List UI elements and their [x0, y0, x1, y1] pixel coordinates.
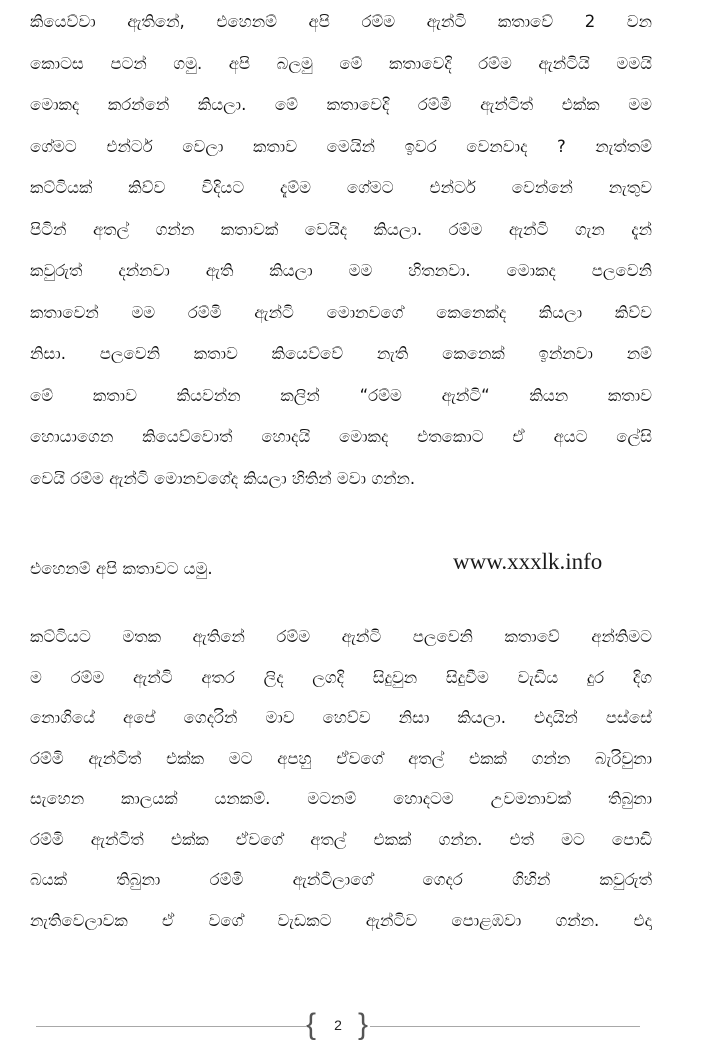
- footer-rule-right: [370, 1026, 640, 1027]
- text-line: බයක් තිබුනා රම්මි ඇන්ටිලාගේ ගෙදර ගිහින් කවුරුත්: [30, 870, 652, 889]
- text-line: වෙයි රම්ම ඇන්ටි මොනවගේද කියලා හිතින් මවා ගන්න.: [30, 468, 416, 488]
- text-line: කට්ටියක් කිව්ව විදියට දැම්ම ගේමට එන්ටර් වෙන්නේ නැතුව: [30, 178, 652, 197]
- text-line: සැහෙන කාලයක් යනකම්. මටනම් හොදටම උවමනාවක් තිබුනා: [30, 789, 652, 808]
- text-line: කොටස පටන් ගමු. අපි බලමු මේ කතාවෙදි රම්ම ඇන්ටියි මමයි: [30, 53, 652, 73]
- paragraph-lets-go: එහෙනම් අපි කතාවට යමු.: [30, 559, 213, 578]
- text-line: හොයාගෙන කියෙව්වොත් හොදයි මොකද එතකොට ඒ අයට ලේසි: [30, 427, 652, 446]
- text-line: කියෙව්වා ඇතිනේ, එහෙනම් අපි රම්ම ඇන්ටි කතාවේ 2 වන: [30, 12, 652, 31]
- footer-rule-left: [36, 1026, 306, 1027]
- footer-brace-right: }: [358, 1008, 369, 1041]
- text-line: කවුරුත් දන්නවා ඇති කියලා මම හිතනවා. මොකද පලවෙනි: [30, 261, 652, 280]
- text-line: ම රම්ම ඇන්ටි අතර ලිද ලගදි සිදුවුන සිදුවීම වැඩිය දුර දිග: [30, 667, 652, 687]
- text-line: පිටින් අතල් ගන්න කතාවක් වෙයිද කියලා. රම්ම ඇන්ටි ගැන දැන්: [30, 219, 652, 239]
- text-line: නැතිවෙලාවක ඒ වගේ වැඩකට ඇන්ටිව පොළඹවා ගන්න. එදා: [30, 910, 652, 930]
- text-line: නිසා. පලවෙනි කතාව කියෙව්වේ නැති කෙනෙක් ඉන්නවා නම්: [30, 344, 652, 363]
- page-number: 2: [334, 1017, 342, 1033]
- text-line: මොකද කරන්නේ කියලා. මේ කතාවෙදි රම්මි ඇන්ටිත් එක්ක මම: [30, 95, 652, 114]
- footer-brace-left: {: [306, 1008, 317, 1041]
- text-line: මේ කතාව කියවන්න කලින් “රම්ම ඇන්ටි“ කියන කතාව: [30, 385, 652, 405]
- text-line: නොගියේ අපේ ගෙදරින් මාව හෙව්ව නිසා කියලා. එදායින් පස්සේ: [30, 708, 652, 727]
- text-line: කට්ටියට මතක ඇතිනේ රම්ම ඇන්ටි පලවෙනි කතාවේ අන්තිමට: [30, 627, 652, 646]
- text-line: ගේමට එන්ටර් වෙලා කතාව මෙයින් ඉවර වෙනවාද ? නැත්තම්: [30, 136, 652, 156]
- watermark-url: www.xxxlk.info: [453, 549, 603, 574]
- text-line: කතාවෙන් මම රම්මි ඇන්ටි මොනවගේ කෙනෙක්ද කියලා කිව්ව: [30, 302, 652, 322]
- text-line: රම්මි ඇන්ටිත් එක්ක ඒවගේ අතල් එකක් ගන්න. එත් මට පොඩි: [30, 829, 652, 849]
- text-line: රම්මි ඇන්ටිත් එක්ක මට අපහු ඒවගේ අතල් එකක් ගන්න බැරිවුනා: [30, 748, 652, 768]
